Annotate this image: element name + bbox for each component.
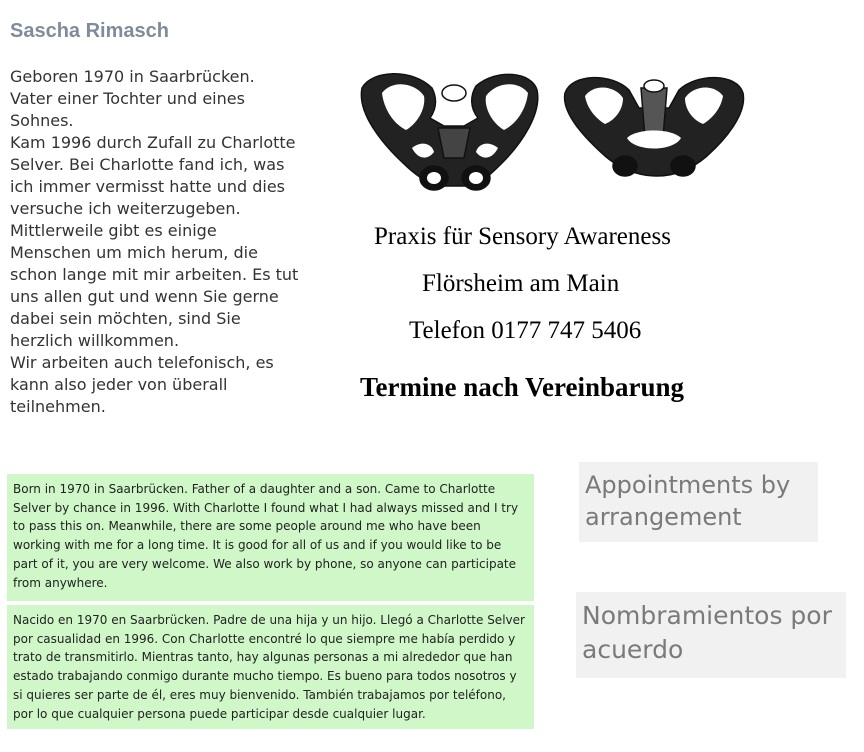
practice-location: Flörsheim am Main [422,270,620,297]
bio-english-box: Born in 1970 in Saarbrücken. Father of a daughter and a son. Came to Charlotte Selver by chance in 1996. With Charlotte I found what I had always missed and I try to pass this on. Meanwhile, there are some people around me who have been working with me for a long time. It is good for all of us and if you would like to be part of it, you are very welcome. We also work by phone, so anyone can participate from anywhere. [7,474,534,601]
practice-phone: Telefon 0177 747 5406 [409,317,642,344]
bio-line: Kam 1996 durch Zufall zu Charlotte Selver. Bei Charlotte fand ich, was ich immer vermisst hatte und dies versuche ich weiterzugeben. [10,133,296,218]
bio-line: Vater einer Tochter und eines Sohnes. [10,89,245,130]
person-name: Sascha Rimasch [10,20,169,42]
pelvis-front-view [361,74,537,190]
practice-title: Praxis für Sensory Awareness [374,223,671,250]
bio-line: Mittlerweile gibt es einige Menschen um mich herum, die schon lange mit mir arbeiten. Es tut uns allen gut und wenn Sie gerne dabei sein möchten, sind Sie herzlich willkommen. [10,221,299,350]
pelvis-illustration [352,68,762,208]
bio-spanish-box: Nacido en 1970 en Saarbrücken. Padre de una hija y un hijo. Llegó a Charlotte Selver por casualidad en 1996. Con Charlotte encontré lo que siempre me había perdido y trato de transmitirlo. Mientras tanto, hay algunas personas a mi alrededor que han estado trabajando conmigo durante mucho tiempo. Es bueno para todos nosotros y si quieres ser parte de él, eres muy bienvenido. También trabajamos por teléfono, por lo que cualquier persona puede participar desde cualquier lugar. [7,605,534,729]
appointments-heading: Termine nach Vereinbarung [360,372,685,402]
bio-line: Geboren 1970 in Saarbrücken. [10,67,255,86]
bio-german [10,66,300,418]
bio-line: Wir arbeiten auch telefonisch, es kann also jeder von überall teilnehmen. [10,353,274,416]
appointments-spanish-box: Nombramientos por acuerdo [576,592,846,678]
appointments-english-box: Appointments by arrangement [579,462,818,542]
pelvis-rear-view [565,78,744,176]
